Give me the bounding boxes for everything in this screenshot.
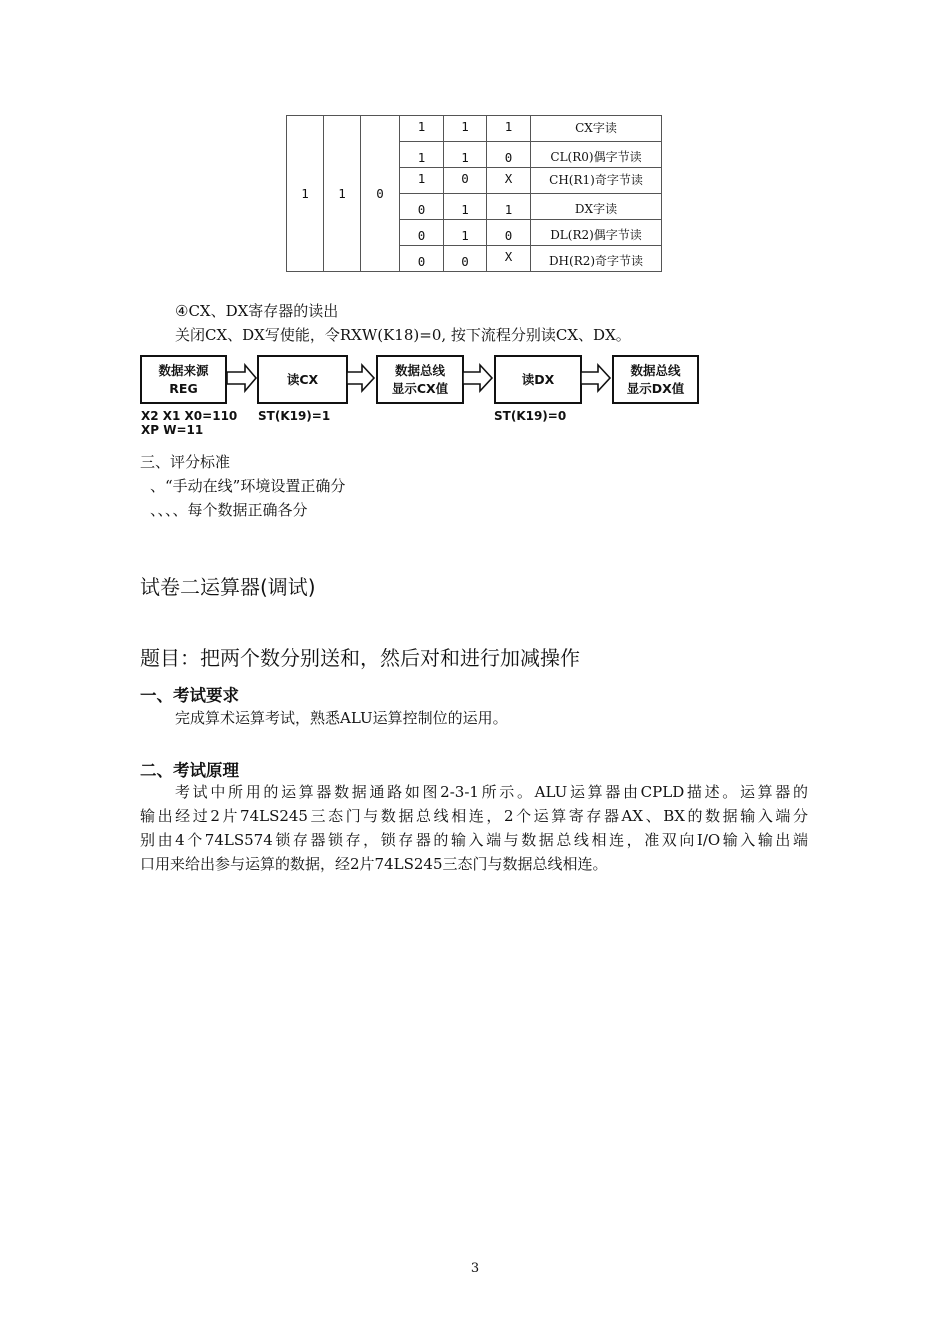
table-cell: 0 [444,246,487,272]
table-cell: 1 [324,116,361,272]
arrow-right-icon [347,365,374,391]
table-cell: 1 [444,116,487,142]
table-cell: 1 [287,116,324,272]
table-cell: 1 [444,194,487,220]
table-cell: 0 [487,220,531,246]
flow-box-line: REG [169,380,198,396]
requirements-text: 完成算术运算考试，熟悉ALU运算控制位的运用。 [175,709,508,727]
table-cell: 1 [400,142,444,168]
table-cell: 1 [400,168,444,194]
section-desc: 关闭CX、DX写使能，令RXW(K18)=0, 按下流程分别读CX、DX。 [175,326,631,344]
flow-box-line: 数据总线 [630,362,681,378]
section-title: ④CX、DX寄存器的读出 [175,302,339,320]
arrow-right-icon [227,365,256,391]
flow-label-st1: ST(K19)=1 [258,409,331,423]
table-cell: CL(R0)偶字节读 [531,142,662,168]
arrow-right-icon [463,365,492,391]
table-cell: 0 [444,168,487,194]
table-cell: 1 [444,220,487,246]
table-cell: DH(R2)奇字节读 [531,246,662,272]
table-cell: X [487,246,531,272]
paper-title: 试卷二运算器(调试) [140,575,316,599]
table-cell: X [487,168,531,194]
flow-label-st0: ST(K19)=0 [494,409,567,423]
table-cell: 0 [400,220,444,246]
flow-box-line: 读DX [521,371,555,387]
flow-box-line: 显示DX值 [626,380,685,396]
table-cell: DL(R2)偶字节读 [531,220,662,246]
principle-heading: 二、考试原理 [140,761,239,780]
flow-box-line: 读CX [286,371,319,387]
scoring-title: 三、评分标准 [140,453,231,471]
scoring-item: 、、、、每个数据正确各分 [150,501,308,519]
page-number: 3 [470,1261,480,1276]
principle-line: 考试中所用的运算器数据通路如图2-3-1所示。ALU运算器由CPLD描述。运算器的 [175,783,808,801]
principle-line: 别由4个74LS574锁存器锁存，锁存器的输入端与数据总线相连，准双向I/O输入输出端 [140,831,808,849]
table-cell: 1 [487,194,531,220]
flow-label-xpw: XP W=11 [141,423,204,437]
requirements-heading: 一、考试要求 [140,686,239,705]
table-cell: 0 [400,194,444,220]
table-cell: 0 [487,142,531,168]
arrow-right-icon [581,365,610,391]
principle-line: 输出经过2片74LS245三态门与数据总线相连，2个运算寄存器AX、BX的数据输入端分 [140,807,808,825]
flow-label-reg: X2 X1 X0=110 [141,409,238,423]
table-cell: 1 [444,142,487,168]
flow-box-line: 数据总线 [394,362,445,378]
table-cell: 0 [400,246,444,272]
table-cell: 1 [487,116,531,142]
table-cell: CH(R1)奇字节读 [531,168,662,194]
flow-box-line: 数据来源 [158,362,209,378]
flow-box-line: 显示CX值 [391,380,449,396]
table-cell: 0 [361,116,400,272]
flow-arrows [0,0,950,420]
table-cell: CX字读 [531,116,662,142]
table-cell: DX字读 [531,194,662,220]
scoring-item: 、“手动在线”环境设置正确分 [150,477,346,495]
principle-line: 口用来给出参与运算的数据，经2片74LS245三态门与数据总线相连。 [140,855,608,873]
table-cell: 1 [400,116,444,142]
topic-heading: 题目：把两个数分别送和，然后对和进行加减操作 [140,646,580,670]
